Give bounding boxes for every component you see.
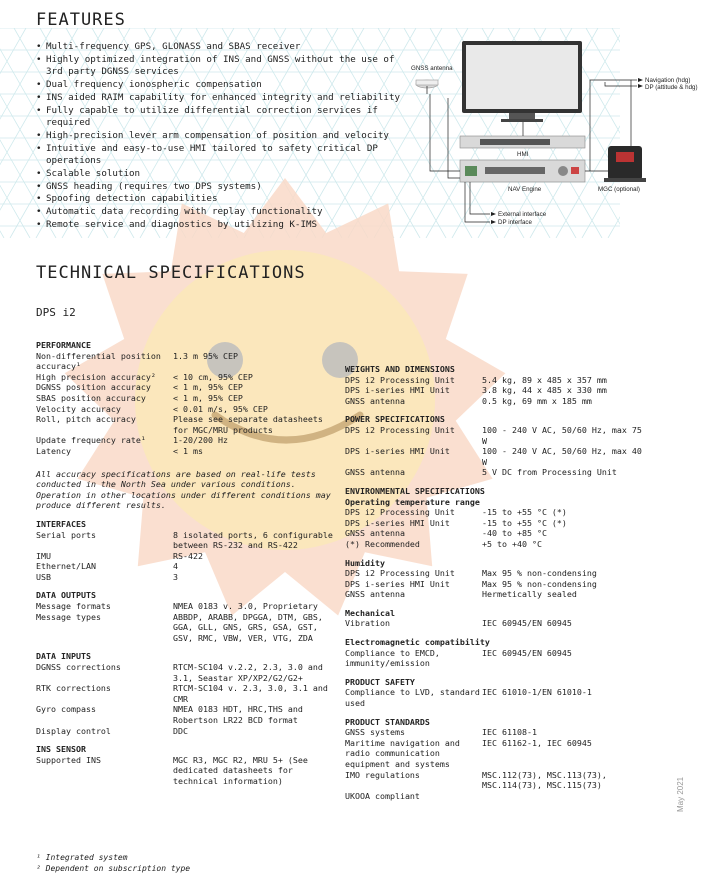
features-title: FEATURES [36,10,126,30]
spec-value: MGC R3, MGC R2, MRU 5+ (See dedicated datasheets for technical information) [173,754,308,786]
spec-row [36,414,336,435]
spec-label: RTK corrections [36,683,111,694]
spec-label: IMU [36,550,51,561]
diagram-label-mgc: MGC (optional) [598,186,640,193]
spec-label: Serial ports [36,529,96,540]
spec-value: < 10 cm, 95% CEP [173,371,253,382]
spec-label: Message formats [36,601,111,612]
feature-item: • Fully capable to utilize differential correction services if required [36,105,416,130]
diagram-label-gnss-antenna: GNSS antenna [411,65,453,72]
hmi-unit-icon [460,136,585,148]
spec-row [36,393,336,404]
section-heading: PERFORMANCE [36,340,91,350]
section-heading: WEIGHTS AND DIMENSIONS [345,364,455,374]
section-heading: Humidity [345,557,385,568]
spec-value: 8 isolated ports, 6 configurable between RS-232 and RS-422 [173,529,333,551]
spec-value: 4 [173,561,178,572]
section-heading: INTERFACES [36,518,86,529]
spec-value: 3 [173,571,178,582]
footnotes [36,852,190,874]
feature-item: • Highly optimized integration of INS and GNSS without the use of 3rd party DGNSS services [36,54,416,79]
feature-item: • Intuitive and easy-to-use HMI tailored to safety critical DP operations [36,143,416,168]
spec-value: 5 V DC from Processing Unit [482,467,617,478]
spec-row [36,446,336,457]
spec-row [36,572,336,583]
spec-label: DPS i2 Processing Unit [345,507,455,518]
spec-value: 1-20/200 Hz [173,435,228,446]
gnss-antenna-icon [416,80,438,94]
spec-row [36,404,336,415]
spec-section-interfaces [36,511,336,583]
spec-row [36,704,336,725]
spec-value: IEC 61162-1, IEC 60945 [482,737,592,748]
spec-section-weights [345,364,645,406]
spec-label: DPS i2 Processing Unit [345,568,455,579]
spec-label: DPS i-series HMI Unit [345,517,450,528]
spec-section-data-inputs [36,643,336,736]
spec-value: ABBDP, ARABB, DPGGA, DTM, GBS, GGA, GLL, GNS, GRS, GSA, GST, GSV, RMC, VBW, VER, VTG, ZDA [173,611,323,643]
spec-value: -15 to +55 °C (*) [482,507,567,518]
spec-row [345,518,645,529]
diagram-label-external-interface: External interface [498,211,547,218]
spec-row [345,375,645,386]
spec-row [36,530,336,551]
spec-label: Vibration [345,618,390,629]
section-heading: POWER SPECIFICATIONS [345,414,445,425]
spec-row [345,467,645,478]
spec-label: Message types [36,611,101,622]
spec-label: GNSS antenna [345,395,405,406]
spec-label: Compliance to EMCD, immunity/emission [345,647,440,669]
spec-row [36,683,336,704]
spec-label: High precision accuracy² [36,371,156,382]
spec-row [345,528,645,539]
spec-value: MSC.112(73), MSC.113(73), MSC.114(73), MSC.115(73) [482,769,607,791]
spec-label: Compliance to LVD, standard used [345,687,480,709]
spec-label: UKOOA compliant [345,790,420,801]
spec-label: GNSS antenna [345,589,405,600]
diagram-label-navigation: Navigation (hdg) [645,77,691,84]
section-heading: Electromagnetic compatibility [345,637,490,648]
spec-row [36,612,336,644]
spec-row [36,755,336,787]
spec-value: < 1 ms [173,445,203,456]
spec-label: (*) Recommended [345,538,420,549]
spec-value: +5 to +40 °C [482,538,542,549]
spec-label: Roll, pitch accuracy [36,414,136,425]
spec-row [345,568,645,579]
spec-value: IEC 60945/EN 60945 [482,618,572,629]
spec-value: -40 to +85 °C [482,528,547,539]
spec-label: GNSS antenna [345,467,405,478]
spec-value: RTCM-SC104 v.2.2, 2.3, 3.0 and 3.1, Seastar XP/XP2/G2/G2+ [173,662,323,683]
section-heading: DATA INPUTS [36,651,91,662]
spec-row [345,385,645,396]
spec-value: < 0.01 m/s, 95% CEP [173,403,268,414]
specs-right-column [345,364,645,801]
spec-value: 5.4 kg, 89 x 485 x 357 mm [482,374,607,385]
spec-value: IEC 60945/EN 60945 [482,647,572,658]
spec-value: Hermetically sealed [482,589,577,600]
spec-section-mechanical [345,600,645,629]
spec-row [345,791,645,802]
monitor-icon [462,41,582,122]
spec-row [345,648,645,669]
feature-item: • High-precision lever arm compensation of position and velocity [36,130,416,143]
spec-row [345,446,645,467]
spec-label: GNSS systems [345,727,405,738]
spec-row [36,382,336,393]
spec-label: Display control [36,725,111,736]
section-subheading: Operating temperature range [345,496,480,507]
spec-value: Max 95 % non-condensing [482,568,597,579]
diagram-label-hmi: HMI [517,151,529,158]
spec-row [36,726,336,737]
spec-label: GNSS antenna [345,528,405,539]
spec-row [345,579,645,590]
spec-row [345,589,645,600]
spec-row [36,551,336,562]
spec-label: SBAS position accuracy [36,392,146,403]
technical-specifications-title: TECHNICAL SPECIFICATIONS [36,263,306,283]
specs-left-column [36,340,336,787]
spec-row [345,539,645,550]
spec-label: DGNSS position accuracy [36,382,151,393]
diagram-label-dp: DP (attitude & hdg) [645,84,698,91]
spec-label: Ethernet/LAN [36,561,96,572]
spec-value: 100 - 240 V AC, 50/60 Hz, max 40 W [482,446,642,467]
feature-item: • Dual frequency ionospheric compensation [36,79,416,92]
spec-row [345,687,645,708]
feature-item: • GNSS heading (requires two DPS systems) [36,181,416,194]
section-heading: ENVIRONMENTAL SPECIFICATIONS [345,485,485,496]
section-heading: DATA OUTPUTS [36,590,96,601]
spec-row [345,727,645,738]
spec-row [345,770,645,791]
accuracy-note: All accuracy specifications are based on real-life tests conducted in the North Sea under various conditions. Operation in other locations under different conditions may produce different results. [36,468,331,511]
model-name: DPS i2 [36,306,76,319]
feature-item: • Multi-frequency GPS, GLONASS and SBAS receiver [36,41,416,54]
spec-row [36,372,336,383]
spec-label: Maritime navigation and radio communication equipment and systems [345,737,460,769]
spec-section-power [345,406,645,478]
spec-row [36,435,336,446]
nav-engine-icon [460,160,585,182]
spec-label: Supported INS [36,754,101,765]
spec-row [345,618,645,629]
spec-label: DPS i-series HMI Unit [345,385,450,396]
spec-row [36,351,336,372]
spec-value: RTCM-SC104 v. 2.3, 3.0, 3.1 and CMR [173,683,328,704]
spec-value: 0.5 kg, 69 mm x 185 mm [482,395,592,406]
spec-value: < 1 m, 95% CEP [173,392,243,403]
spec-section-ins-sensor [36,736,336,786]
spec-row [36,662,336,683]
spec-row [36,561,336,572]
spec-section-safety [345,669,645,709]
feature-item: • Automatic data recording with replay functionality [36,206,416,219]
section-heading: PRODUCT SAFETY [345,676,415,687]
spec-label: DGNSS corrections [36,662,121,673]
spec-row [345,738,645,770]
features-list [36,41,416,232]
spec-label: Latency [36,445,71,456]
section-heading: INS SENSOR [36,744,86,755]
spec-label: Update frequency rate¹ [36,435,146,446]
mgc-unit-icon [604,146,646,182]
publication-date: May 2021 [676,776,685,812]
spec-section-environmental [345,478,645,550]
spec-value [482,791,642,802]
spec-section-standards [345,709,645,802]
feature-item: • Scalable solution [36,168,416,181]
spec-label: Velocity accuracy [36,403,121,414]
spec-label: IMO regulations [345,769,420,780]
spec-value: IEC 61108-1 [482,727,537,738]
spec-row [345,396,645,407]
spec-value: < 1 m, 95% CEP [173,382,243,393]
spec-value: Max 95 % non-condensing [482,578,597,589]
spec-value: Please see separate datasheets for MGC/MRU products [173,414,323,435]
spec-row [345,507,645,518]
spec-value: IEC 61010-1/EN 61010-1 [482,687,592,698]
spec-row [36,601,336,612]
section-heading: Mechanical [345,607,395,618]
spec-section-performance [36,340,336,511]
spec-label: USB [36,571,51,582]
spec-label: Non-differential position accuracy¹ [36,350,161,372]
spec-value: 100 - 240 V AC, 50/60 Hz, max 75 W [482,424,642,446]
spec-section-humidity [345,550,645,600]
spec-label: Gyro compass [36,704,96,715]
spec-label: DPS i2 Processing Unit [345,424,455,435]
section-heading: PRODUCT STANDARDS [345,716,430,727]
spec-row [345,425,645,446]
system-diagram [405,38,703,228]
spec-value: 3.8 kg, 44 x 485 x 330 mm [482,385,607,396]
spec-value: 1.3 m 95% CEP [173,350,238,361]
footnote: ¹ Integrated system [36,853,128,862]
spec-value: NMEA 0183 v. 3.0, Proprietary [173,601,318,612]
spec-value: RS-422 [173,550,203,561]
feature-item: • INS aided RAIM capability for enhanced integrity and reliability [36,92,416,105]
spec-value: NMEA 0183 HDT, HRC,THS and Robertson LR22 BCD format [173,704,303,725]
feature-item: • Spoofing detection capabilities [36,193,416,206]
spec-label: DPS i-series HMI Unit [345,446,450,457]
feature-item: • Remote service and diagnostics by utilizing K-IMS [36,219,416,232]
diagram-label-dp-interface: DP interface [498,219,532,226]
spec-section-data-outputs [36,582,336,643]
footnote: ² Dependent on subscription type [36,864,191,873]
diagram-label-nav-engine: NAV Engine [508,186,542,193]
spec-value: DDC [173,725,188,736]
spec-value: -15 to +55 °C (*) [482,517,567,528]
spec-label: DPS i-series HMI Unit [345,578,450,589]
spec-label: DPS i2 Processing Unit [345,374,455,385]
spec-section-emc [345,629,645,669]
